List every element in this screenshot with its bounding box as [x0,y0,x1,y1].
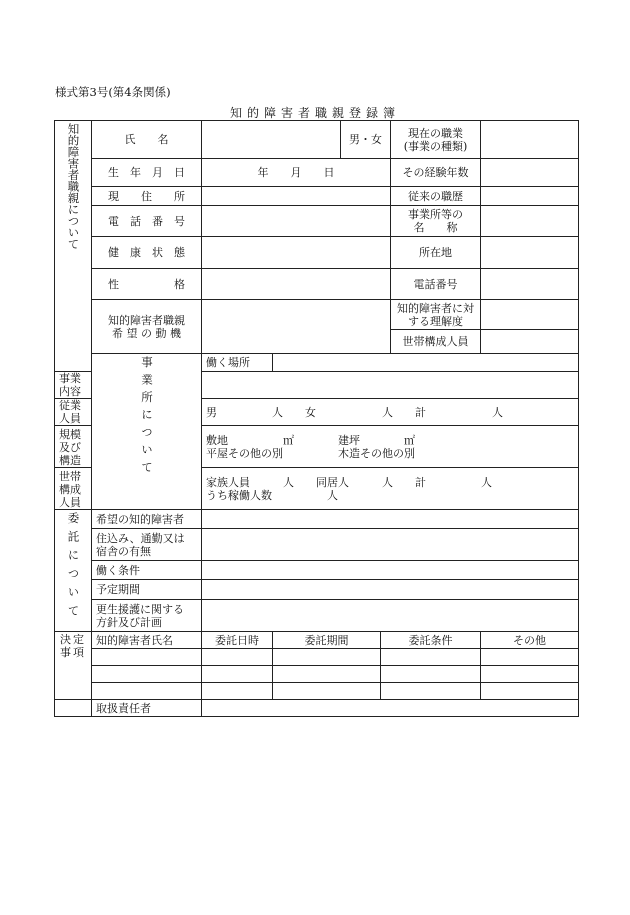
decision-row [55,666,579,683]
business-phone-label: 電話番号 [391,269,481,300]
desired-person-label: 希望の知的障害者 [92,510,202,529]
address-field[interactable] [202,187,391,206]
decision-cell[interactable] [92,683,202,700]
decision-cell[interactable] [273,683,381,700]
decision-cell[interactable] [202,683,273,700]
section-heading-decision: 決定 事項 [55,632,92,700]
decision-cell[interactable] [202,666,273,683]
section-heading-consignment: 委託について [55,510,92,632]
business-content-field[interactable] [202,372,579,399]
planned-period-label: 予定期間 [92,580,202,600]
career-field[interactable] [481,187,579,206]
name-field[interactable] [202,121,341,159]
registry-table [54,120,579,717]
occupation-field[interactable] [481,121,579,159]
col-consignment-conditions: 委託条件 [381,632,481,649]
decision-cell[interactable] [381,666,481,683]
motive-field[interactable] [202,300,391,354]
career-label: 従来の職歴 [391,187,481,206]
col-consignment-date: 委託日時 [202,632,273,649]
workplace-label: 働く場所 [202,354,273,372]
occupation-label: 現在の職業 (事業の種類) [391,121,481,159]
business-phone-field[interactable] [481,269,579,300]
decision-cell[interactable] [381,649,481,666]
business-household-field[interactable] [202,468,579,510]
col-other: その他 [481,632,579,649]
workplace-field[interactable] [273,354,579,372]
motive-label: 知的障害者職親 希 望 の 動 機 [92,300,202,354]
col-consignment-period: 委託期間 [273,632,381,649]
lodging-field[interactable] [202,529,579,561]
work-conditions-label: 働く条件 [92,561,202,580]
decision-row [55,649,579,666]
scale-field[interactable] [202,426,579,468]
business-name-label: 事業所等の 名 称 [391,206,481,237]
household-line-2: うち稼働人数 人 [206,488,338,502]
decision-cell[interactable] [481,683,579,700]
understanding-field[interactable] [481,300,579,330]
health-field[interactable] [202,237,391,269]
manager-label: 取扱責任者 [92,700,202,717]
birth-date-field[interactable]: 年 月 日 [202,159,391,187]
scale-line-2: 平屋その他の別 木造その他の別 [206,446,415,460]
location-field[interactable] [481,237,579,269]
business-name-field[interactable] [481,206,579,237]
lodging-label: 住込み、通勤又は 宿舎の有無 [92,529,202,561]
manager-blank [55,700,92,717]
decision-cell[interactable] [202,649,273,666]
health-label: 健 康 状 態 [92,237,202,269]
character-field[interactable] [202,269,391,300]
experience-years-field[interactable] [481,159,579,187]
character-label: 性 格 [92,269,202,300]
location-label: 所在地 [391,237,481,269]
household-field[interactable] [481,330,579,354]
decision-cell[interactable] [381,683,481,700]
experience-years-label: その経験年数 [391,159,481,187]
desired-person-field[interactable] [202,510,579,529]
policy-label: 更生援護に関する 方針及び計画 [92,600,202,632]
planned-period-field[interactable] [202,580,579,600]
address-label: 現 住 所 [92,187,202,206]
policy-field[interactable] [202,600,579,632]
manager-field[interactable] [202,700,579,717]
name-label: 氏 名 [92,121,202,159]
decision-cell[interactable] [273,649,381,666]
employees-label: 従業人員 [55,399,92,426]
decision-cell[interactable] [273,666,381,683]
phone-field[interactable] [202,206,391,237]
business-household-label: 世帯構成人員 [55,468,92,510]
decision-row [55,683,579,700]
birth-date-label: 生 年 月 日 [92,159,202,187]
decision-cell[interactable] [481,666,579,683]
household-label: 世帯構成人員 [391,330,481,354]
scale-label: 規模及び構造 [55,426,92,468]
work-conditions-field[interactable] [202,561,579,580]
scale-line-1: 敷地 ㎡ 建坪 ㎡ [206,433,415,447]
decision-cell[interactable] [92,666,202,683]
business-content-label: 事業内容 [55,372,92,399]
employees-field[interactable]: 男 人 女 人 計 人 [202,399,579,426]
gender-label: 男・女 [341,121,391,159]
understanding-label: 知的障害者に対 する理解度 [391,300,481,330]
col-person-name: 知的障害者氏名 [92,632,202,649]
phone-label: 電 話 番 号 [92,206,202,237]
section-heading-foster-parent: 知的障害者職親について [55,121,92,372]
section-heading-business: 事業所について [92,354,202,510]
document-title: 知的障害者職親登録簿 [229,106,400,120]
household-line-1: 家族人員 人 同居人 人 計 人 [206,475,492,489]
decision-cell[interactable] [481,649,579,666]
decision-cell[interactable] [92,649,202,666]
form-number-label: 様式第3号(第4条関係) [55,85,171,99]
